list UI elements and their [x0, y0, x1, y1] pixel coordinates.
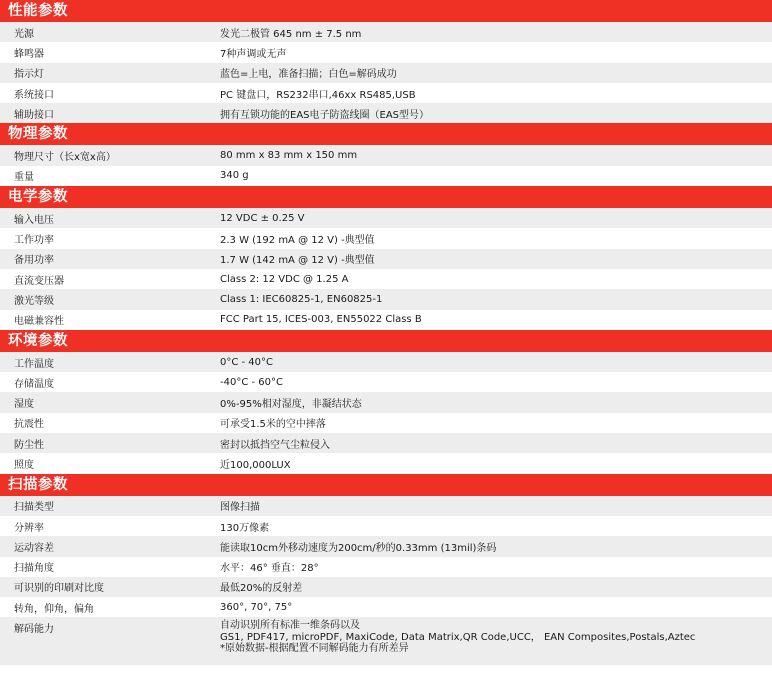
spec-label: 指示灯 — [14, 69, 44, 81]
spec-row — [0, 228, 772, 248]
spec-label: 存储温度 — [14, 378, 54, 390]
spec-row — [0, 166, 772, 186]
spec-value: 7种声调或无声 — [220, 48, 287, 60]
spec-value: 1.7 W (142 mA @ 12 V) -典型值 — [220, 255, 375, 267]
spec-row — [0, 536, 772, 556]
spec-label: 工作温度 — [14, 358, 54, 370]
spec-row — [0, 392, 772, 412]
spec-row — [0, 310, 772, 330]
spec-section — [0, 123, 772, 186]
spec-label: 扫描类型 — [14, 502, 54, 514]
spec-value: Class 2: 12 VDC @ 1.25 A — [220, 273, 349, 285]
spec-label: 蜂鸣器 — [14, 48, 44, 60]
spec-label: 电磁兼容性 — [14, 316, 64, 328]
spec-value: 蓝色=上电，准备扫描；白色=解码成功 — [220, 69, 397, 81]
spec-label: 解码能力 — [14, 624, 54, 636]
spec-row — [0, 433, 772, 453]
spec-value: 0%-95%相对湿度，非凝结状态 — [220, 399, 362, 411]
spec-label: 工作功率 — [14, 235, 54, 247]
spec-row — [0, 413, 772, 433]
spec-value: FCC Part 15, ICES-003, EN55022 Class B — [220, 314, 422, 326]
spec-value: 水平：46° 垂直：28° — [220, 563, 319, 575]
spec-row — [0, 269, 772, 289]
spec-row — [0, 145, 772, 165]
section-title: 环境参数 — [0, 330, 772, 352]
spec-label: 扫描角度 — [14, 563, 54, 575]
spec-section — [0, 0, 772, 123]
spec-value: 能读取10cm外移动速度为200cm/秒的0.33mm (13mil)条码 — [220, 542, 497, 554]
spec-value: 340 g — [220, 170, 249, 182]
spec-value: 最低20%的反射差 — [220, 583, 303, 595]
spec-label: 输入电压 — [14, 214, 54, 226]
spec-row — [0, 103, 772, 123]
spec-value: 12 VDC ± 0.25 V — [220, 212, 305, 224]
spec-row — [0, 42, 772, 62]
spec-value: 360°, 70°, 75° — [220, 601, 293, 613]
spec-value: 2.3 W (192 mA @ 12 V) -典型值 — [220, 235, 375, 247]
spec-row — [0, 249, 772, 269]
spec-value: 密封以抵挡空气尘粒侵入 — [220, 439, 330, 451]
spec-value: 拥有互锁功能的EAS电子防盗线圈（EAS型号） — [220, 109, 430, 121]
spec-label: 湿度 — [14, 399, 34, 411]
spec-value: 130万像素 — [220, 522, 270, 534]
spec-label: 分辨率 — [14, 522, 44, 534]
spec-row — [0, 22, 772, 42]
spec-row — [0, 352, 772, 372]
spec-value: 80 mm x 83 mm x 150 mm — [220, 150, 358, 162]
spec-value-line: *原始数据-根据配置不同解码能力有所差异 — [220, 643, 409, 655]
section-title: 扫描参数 — [0, 474, 772, 496]
spec-label: 照度 — [14, 459, 34, 471]
spec-label: 防尘性 — [14, 439, 44, 451]
spec-row — [0, 617, 772, 665]
spec-label: 备用功率 — [14, 255, 54, 267]
spec-label: 重量 — [14, 172, 34, 184]
spec-value-line: GS1, PDF417, microPDF, MaxiCode, Data Matrix,QR Code,UCC， EAN Composites,Postals,Aztec — [220, 631, 696, 643]
spec-row — [0, 208, 772, 228]
section-title: 性能参数 — [0, 0, 772, 22]
spec-value: Class 1: IEC60825-1, EN60825-1 — [220, 293, 383, 305]
spec-row — [0, 63, 772, 83]
section-title: 物理参数 — [0, 123, 772, 145]
spec-label: 直流变压器 — [14, 275, 64, 287]
spec-label: 激光等级 — [14, 295, 54, 307]
spec-label: 系统接口 — [14, 89, 54, 101]
spec-row — [0, 597, 772, 617]
spec-section — [0, 474, 772, 666]
spec-row — [0, 289, 772, 309]
spec-row — [0, 372, 772, 392]
spec-row — [0, 83, 772, 103]
spec-row — [0, 453, 772, 473]
spec-label: 辅助接口 — [14, 109, 54, 121]
spec-section — [0, 330, 772, 474]
spec-label: 运动容差 — [14, 542, 54, 554]
spec-label: 可识别的印刷对比度 — [14, 583, 104, 595]
spec-label: 光源 — [14, 28, 34, 40]
spec-value-line: 自动识别所有标准一维条码以及 — [220, 620, 360, 632]
spec-value: 可承受1.5米的空中摔落 — [220, 419, 326, 431]
spec-value — [220, 620, 772, 655]
spec-label: 转角，仰角，偏角 — [14, 603, 94, 615]
spec-value: 0°C - 40°C — [220, 356, 274, 368]
spec-value: -40°C - 60°C — [220, 376, 283, 388]
spec-row — [0, 516, 772, 536]
section-title: 电学参数 — [0, 186, 772, 208]
spec-value: 近100,000LUX — [220, 459, 291, 471]
spec-value: PC 键盘口，RS232串口,46xx RS485,USB — [220, 89, 416, 101]
spec-value: 图像扫描 — [220, 502, 260, 514]
spec-label: 抗震性 — [14, 419, 44, 431]
spec-section — [0, 186, 772, 330]
spec-row — [0, 577, 772, 597]
spec-value: 发光二极管 645 nm ± 7.5 nm — [220, 28, 362, 40]
spec-row — [0, 557, 772, 577]
spec-label: 物理尺寸（长x宽x高） — [14, 152, 116, 164]
spec-row — [0, 496, 772, 516]
